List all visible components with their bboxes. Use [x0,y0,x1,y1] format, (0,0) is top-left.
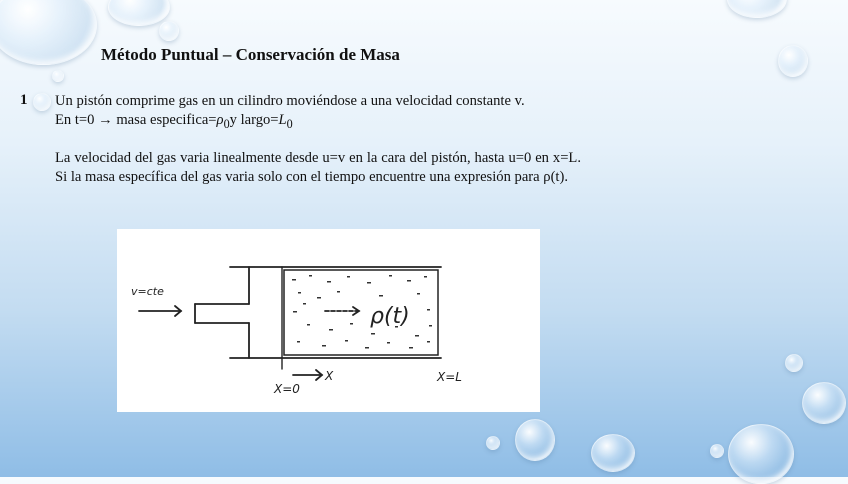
water-drop [486,436,500,450]
water-drop [710,444,724,458]
arrow-icon: → [98,112,113,128]
water-drop [728,424,794,484]
gas-region [284,270,438,355]
piston-diagram [117,229,540,412]
rho-label: ρ(t) [370,304,410,329]
water-drop [802,382,846,424]
x-label: X [325,369,334,383]
water-drop [591,434,635,472]
x0-label: X=0 [274,382,300,396]
velocity-description: La velocidad del gas varia linealmente desde u=v en la cara del pistón, hasta u=0 en x=L. Si la masa específica del gas varia solo con el tiempo encuentre una expresión para ρ(t). [55,150,581,185]
piston-sketch [117,229,540,412]
problem-number: 1 [20,92,28,108]
water-drop [515,419,555,461]
slide-title: Método Puntual – Conservación de Masa [101,45,400,64]
problem-statement: Un pistón comprime gas en un cilindro moviéndose a una velocidad constante v. En t=0 → masa $especifica=\rho_0y$ $largo=L_0$ [55,93,525,131]
water-drop [108,0,170,26]
rho-symbol: ρ [216,112,224,128]
length-symbol: L [278,112,287,128]
gas-particles [292,275,432,349]
water-drop [785,354,803,372]
water-drop [727,0,787,18]
water-drop [33,93,51,111]
water-drop [159,21,179,41]
xL-label: X=L [437,370,462,384]
water-drop [0,0,97,65]
water-drop [52,70,64,82]
velocity-label: v=cte [131,285,164,298]
water-drop [778,45,808,77]
statement-line-1: Un pistón comprime gas en un cilindro moviéndose a una velocidad constante v. [55,93,525,109]
